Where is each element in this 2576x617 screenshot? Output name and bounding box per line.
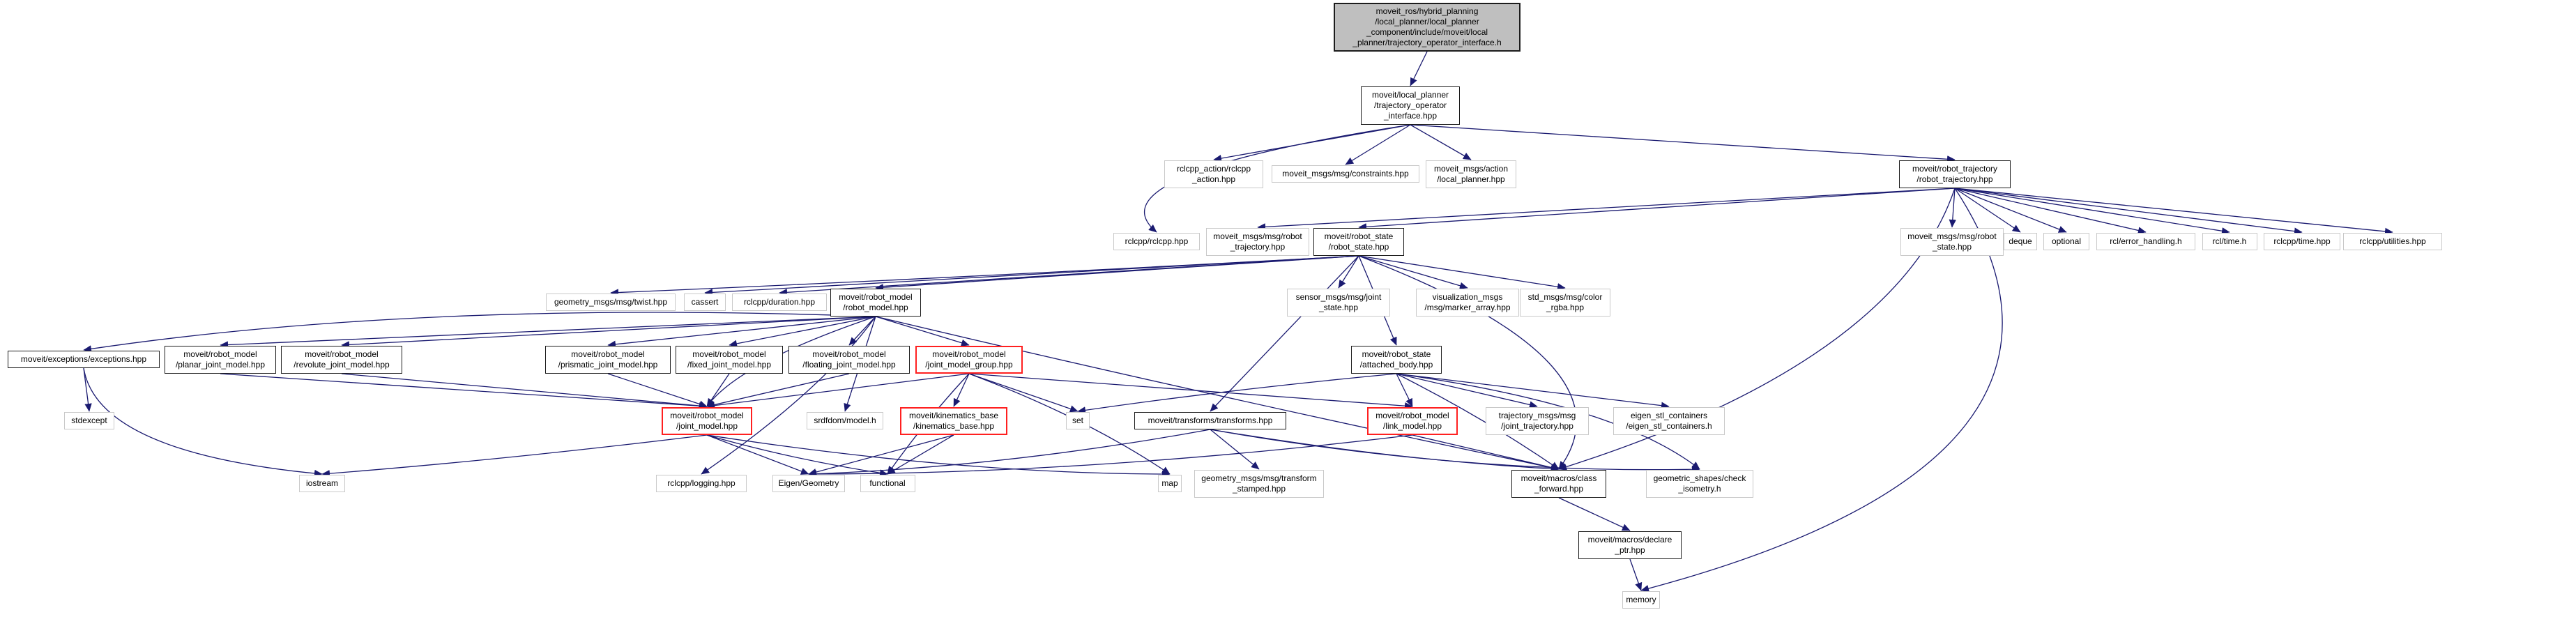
node-planar[interactable]: [165, 346, 277, 374]
edges-group: [84, 52, 2393, 591]
node-label-line: visualization_msgs: [1432, 292, 1503, 302]
node-label-line: Eigen/Geometry: [778, 478, 839, 488]
edge-robot_trajectory--rclcpp_util: [1955, 188, 2393, 232]
node-transforms[interactable]: [1134, 412, 1286, 429]
node-label-line: _planner/trajectory_operator_interface.h: [1352, 38, 1502, 47]
node-label-line: moveit/robot_model: [692, 349, 766, 359]
node-viz_marker: [1416, 289, 1519, 317]
node-label-line: /link_model.hpp: [1382, 421, 1442, 431]
node-label-line: rclcpp/utilities.hpp: [2359, 236, 2426, 246]
edge-robot_state--sensor_js: [1339, 256, 1359, 288]
node-label-line: /prismatic_joint_model.hpp: [558, 360, 658, 370]
node-eigen_stl: [1613, 407, 1725, 435]
node-root: [1334, 3, 1521, 52]
edge-floating--joint_model: [707, 374, 849, 406]
node-exceptions[interactable]: [8, 351, 160, 368]
node-msgs_robot_state: [1900, 228, 2004, 256]
node-label-line: /revolute_joint_model.hpp: [294, 360, 390, 370]
edge-joint_model--eigen_geom: [707, 435, 809, 474]
node-label-line: /robot_trajectory.hpp: [1916, 174, 1993, 184]
edge-robot_state--viz_marker: [1359, 256, 1468, 288]
node-optional: [2043, 233, 2089, 250]
node-msgs_robot_traj: [1206, 228, 1309, 256]
node-label-line: /floating_joint_model.hpp: [802, 360, 896, 370]
edge-root--iface: [1410, 52, 1427, 86]
node-label-line: rclcpp/logging.hpp: [667, 478, 736, 488]
edge-exceptions--iostream: [84, 368, 322, 474]
node-iface[interactable]: [1361, 86, 1460, 125]
node-attached[interactable]: [1351, 346, 1441, 374]
edge-exceptions--stdexcept: [84, 368, 89, 411]
edge-jmg--kinematics: [954, 374, 969, 406]
edge-robot_model--revolute: [342, 317, 876, 345]
node-label-line: map: [1161, 478, 1178, 488]
node-label-line: moveit/local_planner: [1371, 90, 1449, 100]
node-label-line: moveit/macros/class: [1521, 473, 1597, 483]
edge-prismatic--joint_model: [608, 374, 707, 406]
node-label-line: moveit_msgs/msg/robot: [1213, 231, 1302, 241]
node-srdfdom: [807, 412, 884, 429]
edge-joint_model--map: [707, 435, 1170, 474]
node-label-line: moveit_msgs/msg/constraints.hpp: [1282, 169, 1409, 178]
node-color_rgba: [1520, 289, 1610, 317]
edge-robot_model--logging: [701, 317, 876, 474]
node-label-line: cassert: [691, 297, 719, 307]
edge-robot_model--exceptions: [84, 312, 876, 350]
node-rcl_time: [2202, 233, 2257, 250]
node-check_isometry: [1646, 470, 1754, 498]
node-declare_ptr[interactable]: [1578, 531, 1682, 559]
node-robot_model[interactable]: [830, 289, 920, 317]
node-map: [1158, 475, 1182, 492]
node-sensor_js: [1287, 289, 1390, 317]
edge-jmg--set: [969, 374, 1078, 411]
node-label-line: moveit/robot_state: [1324, 231, 1394, 241]
node-label-line: set: [1072, 416, 1083, 425]
node-label-line: std_msgs/msg/color: [1527, 292, 1603, 302]
edge-jmg--joint_model: [707, 374, 969, 406]
edge-kinematics--functional: [887, 435, 954, 474]
node-label-line: _component/include/moveit/local: [1366, 27, 1488, 37]
node-msgs_action_lp: [1426, 160, 1516, 188]
node-cassert: [684, 294, 726, 311]
node-label-line: iostream: [305, 478, 338, 488]
node-label-line: _state.hpp: [1932, 242, 1972, 252]
node-label-line: moveit/robot_model: [932, 349, 1006, 359]
edge-robot_state--cassert: [705, 256, 1359, 293]
node-label-line: /joint_trajectory.hpp: [1501, 421, 1573, 431]
node-label-line: /fixed_joint_model.hpp: [687, 360, 772, 370]
node-label-line: optional: [2051, 236, 2082, 246]
node-label-line: moveit/exceptions/exceptions.hpp: [20, 354, 147, 364]
edge-attached--eigen_stl: [1396, 374, 1669, 406]
node-robot_trajectory[interactable]: [1899, 160, 2011, 188]
node-label-line: _ptr.hpp: [1615, 545, 1645, 555]
edge-robot_trajectory--msgs_robot_traj: [1258, 188, 1955, 227]
node-prismatic[interactable]: [545, 346, 671, 374]
node-label-line: _isometry.h: [1678, 484, 1721, 494]
node-label-line: moveit/robot_model: [670, 411, 744, 420]
edge-kinematics--eigen_geom: [809, 435, 954, 474]
node-label-line: /joint_model.hpp: [676, 421, 738, 431]
node-functional: [860, 475, 915, 492]
node-label-line: moveit/robot_model: [812, 349, 886, 359]
node-duration: [732, 294, 827, 311]
node-revolute[interactable]: [281, 346, 402, 374]
edge-attached--traj_msgs: [1396, 374, 1537, 406]
node-set: [1066, 412, 1090, 429]
node-constraints: [1272, 165, 1419, 183]
node-label-line: /trajectory_operator: [1373, 100, 1447, 110]
node-label-line: /eigen_stl_containers.h: [1626, 421, 1712, 431]
edge-transforms--transform_stamped: [1210, 429, 1259, 469]
node-rclcpp_action: [1164, 160, 1263, 188]
node-label-line: sensor_msgs/msg/joint: [1295, 292, 1382, 302]
node-label-line: moveit/kinematics_base: [908, 411, 999, 420]
node-label-line: moveit/macros/declare: [1587, 535, 1672, 544]
edge-robot_model--jmg: [876, 317, 969, 345]
node-label-line: moveit/robot_model: [183, 349, 257, 359]
node-label-line: /planar_joint_model.hpp: [175, 360, 266, 370]
edge-iface--msgs_action_lp: [1410, 125, 1471, 160]
node-label-line: /robot_state.hpp: [1328, 242, 1389, 252]
node-label-line: _forward.hpp: [1534, 484, 1583, 494]
node-memory: [1622, 591, 1660, 609]
node-deque: [2004, 233, 2037, 250]
node-rclcpp_util: [2343, 233, 2442, 250]
edge-joint_model--functional: [707, 435, 887, 474]
node-label-line: memory: [1626, 595, 1656, 604]
node-fixed[interactable]: [676, 346, 784, 374]
edge-robot_state--twist: [611, 256, 1359, 293]
node-stdexcept: [64, 412, 115, 429]
node-label-line: geometry_msgs/msg/twist.hpp: [554, 297, 668, 307]
node-label-line: geometric_shapes/check: [1653, 473, 1746, 483]
node-label-line: moveit_msgs/action: [1433, 164, 1509, 174]
node-label-line: moveit/robot_state: [1362, 349, 1431, 359]
node-label-line: trajectory_msgs/msg: [1498, 411, 1576, 420]
node-label-line: moveit/robot_trajectory: [1912, 164, 1998, 174]
edge-attached--link_model: [1396, 374, 1412, 406]
node-jmg[interactable]: [915, 346, 1023, 374]
node-label-line: rclcpp/duration.hpp: [743, 297, 816, 307]
edge-transforms--eigen_geom: [809, 429, 1210, 474]
node-label-line: rcl/error_handling.h: [2110, 236, 2182, 246]
node-label-line: moveit/transforms/transforms.hpp: [1148, 416, 1273, 425]
node-label-line: srdfdom/model.h: [814, 416, 876, 425]
node-label-line: functional: [869, 478, 906, 488]
node-logging: [656, 475, 746, 492]
node-joint_model[interactable]: [662, 407, 752, 435]
node-label-line: /local_planner/local_planner: [1375, 17, 1479, 26]
node-kinematics[interactable]: [900, 407, 1008, 435]
edge-attached--set: [1078, 374, 1396, 411]
node-iostream: [299, 475, 345, 492]
node-eigen_geom: [772, 475, 845, 492]
node-label-line: moveit/robot_model: [1375, 411, 1449, 420]
node-label-line: _trajectory.hpp: [1230, 242, 1286, 252]
edge-robot_model--planar: [220, 317, 876, 345]
node-label-line: moveit_ros/hybrid_planning: [1375, 6, 1479, 16]
node-label-line: moveit/robot_model: [571, 349, 645, 359]
node-rclcpp_time: [2264, 233, 2341, 250]
node-twist: [546, 294, 676, 311]
edge-robot_trajectory--rcl_time: [1955, 188, 2230, 232]
edge-fixed--joint_model: [707, 374, 729, 406]
node-traj_msgs: [1486, 407, 1589, 435]
node-label-line: _state.hpp: [1318, 303, 1359, 312]
node-label-line: _rgba.hpp: [1546, 303, 1585, 312]
node-label-line: /joint_model_group.hpp: [925, 360, 1013, 370]
edge-robot_trajectory--robot_state: [1359, 188, 1955, 227]
node-rcl_error: [2096, 233, 2195, 250]
edge-joint_model--iostream: [322, 435, 707, 474]
node-label-line: /attached_body.hpp: [1359, 360, 1433, 370]
node-transform_stamped: [1194, 470, 1324, 498]
node-label-line: rclcpp/time.hpp: [2273, 236, 2331, 246]
node-label-line: /robot_model.hpp: [843, 303, 908, 312]
edge-revolute--joint_model: [342, 374, 707, 406]
node-label-line: _stamped.hpp: [1232, 484, 1286, 494]
edge-class_forward--declare_ptr: [1559, 498, 1630, 531]
node-class_forward[interactable]: [1511, 470, 1606, 498]
edge-planar--joint_model: [220, 374, 707, 406]
node-label-line: moveit/robot_model: [839, 292, 913, 302]
edge-robot_state--color_rgba: [1359, 256, 1565, 288]
node-label-line: eigen_stl_containers: [1630, 411, 1708, 420]
node-label-line: /msg/marker_array.hpp: [1424, 303, 1511, 312]
node-label-line: /local_planner.hpp: [1437, 174, 1505, 184]
edge-link_model--eigen_geom: [809, 435, 1412, 474]
edge-robot_state--robot_model: [876, 256, 1359, 288]
edge-robot_trajectory--rclcpp_time: [1955, 188, 2302, 232]
edge-iface--robot_trajectory: [1410, 125, 1955, 160]
node-rclcpp_hpp: [1113, 233, 1199, 250]
node-label-line: moveit/robot_model: [305, 349, 379, 359]
node-label-line: rclcpp/rclcpp.hpp: [1125, 236, 1189, 246]
edge-robot_state--transforms: [1210, 256, 1359, 411]
edge-declare_ptr--memory: [1630, 559, 1641, 591]
node-label-line: rclcpp_action/rclcpp: [1176, 164, 1251, 174]
node-link_model[interactable]: [1367, 407, 1457, 435]
node-label-line: _interface.hpp: [1383, 111, 1438, 121]
node-floating[interactable]: [788, 346, 910, 374]
node-label-line: stdexcept: [71, 416, 107, 425]
node-label-line: deque: [2009, 236, 2032, 246]
node-label-line: rcl/time.h: [2212, 236, 2247, 246]
node-label-line: moveit_msgs/msg/robot: [1907, 231, 1997, 241]
node-robot_state[interactable]: [1313, 228, 1403, 256]
node-label-line: geometry_msgs/msg/transform: [1201, 473, 1317, 483]
node-label-line: /kinematics_base.hpp: [913, 421, 995, 431]
node-label-line: _action.hpp: [1191, 174, 1236, 184]
